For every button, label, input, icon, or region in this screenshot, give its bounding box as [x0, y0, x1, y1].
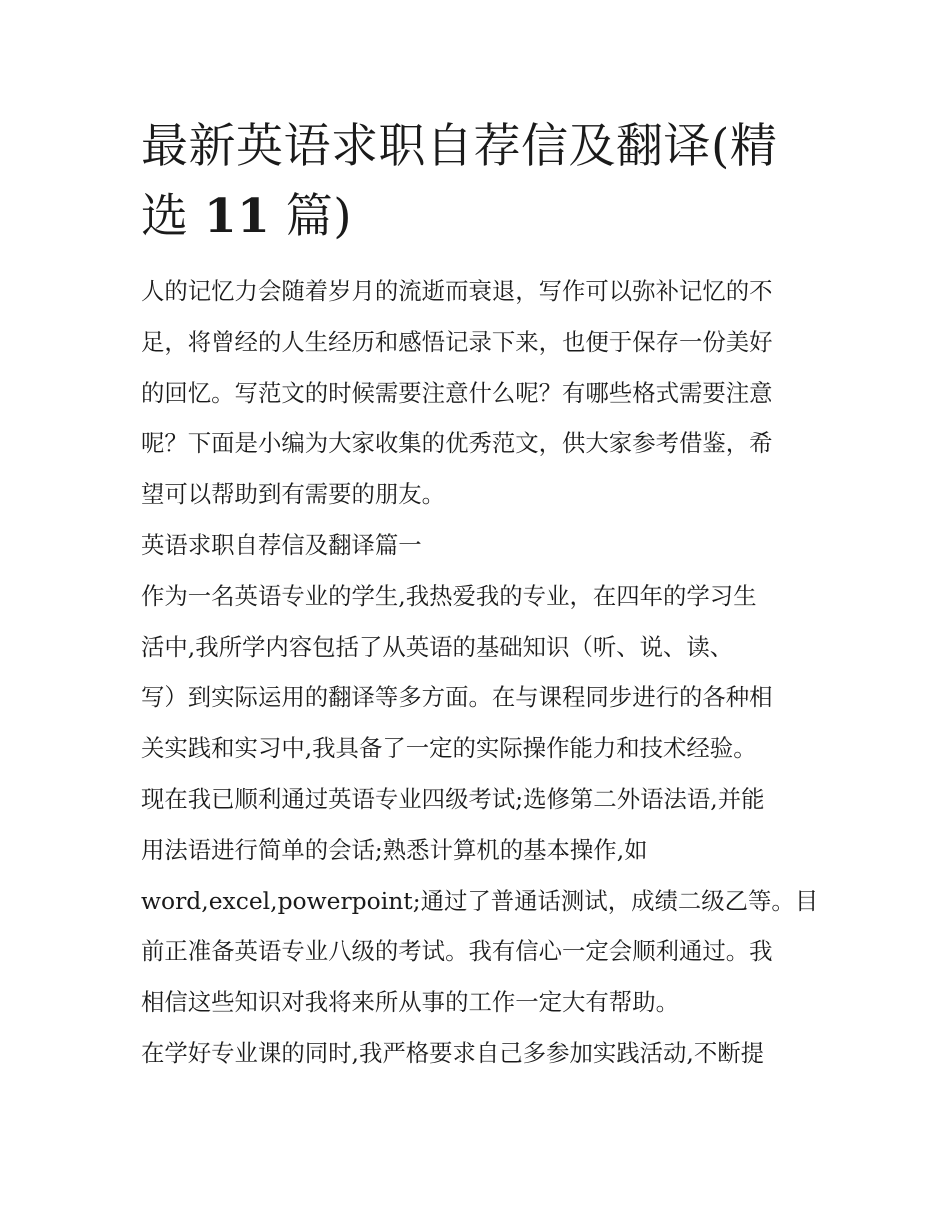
title-text-b: 篇)	[270, 189, 353, 244]
intro-line: 人的记忆力会随着岁月的流逝而衰退，写作可以弥补记忆的不	[141, 277, 773, 305]
title-text-a: 选	[141, 189, 204, 244]
body-line: 现在我已顺利通过英语专业四级考试;选修第二外语法语,并能	[141, 784, 765, 813]
body-line: 相信这些知识对我将来所从事的工作一定大有帮助。	[141, 988, 679, 1017]
document-title	[141, 112, 813, 252]
title-line-2	[141, 182, 813, 252]
body-paragraph	[141, 571, 819, 1079]
title-number: 11	[203, 189, 271, 244]
intro-paragraph	[141, 266, 813, 520]
intro-line: 足，将曾经的人生经历和感悟记录下来，也便于保存一份美好	[141, 327, 773, 356]
body-line: 作为一名英语专业的学生,我热爱我的专业，在四年的学习生	[141, 581, 757, 610]
body-line: 写）到实际运用的翻译等多方面。在与课程同步进行的各种相	[141, 683, 773, 712]
intro-line: 的回忆。写范文的时候需要注意什么呢？有哪些格式需要注意	[141, 378, 773, 407]
body-line: 活中,我所学内容包括了从英语的基础知识（听、说、读、	[141, 632, 734, 661]
section-heading: 英语求职自荐信及翻译篇一	[141, 530, 422, 559]
intro-line: 呢？下面是小编为大家收集的优秀范文，供大家参考借鉴，希	[141, 429, 773, 458]
body-line: 在学好专业课的同时,我严格要求自己多参加实践活动,不断提	[141, 1038, 765, 1067]
title-line-1: 最新英语求职自荐信及翻译(精	[141, 119, 778, 174]
document-content	[141, 112, 819, 1079]
body-line: 关实践和实习中,我具备了一定的实际操作能力和技术经验。	[141, 734, 757, 763]
body-line: word,excel,powerpoint;通过了普通话测试，成绩二级乙等。目	[141, 886, 819, 915]
intro-line: 望可以帮助到有需要的朋友。	[141, 480, 446, 509]
body-line: 用法语进行简单的会话;熟悉计算机的基本操作,如	[141, 835, 648, 864]
body-line: 前正准备英语专业八级的考试。我有信心一定会顺利通过。我	[141, 937, 773, 966]
